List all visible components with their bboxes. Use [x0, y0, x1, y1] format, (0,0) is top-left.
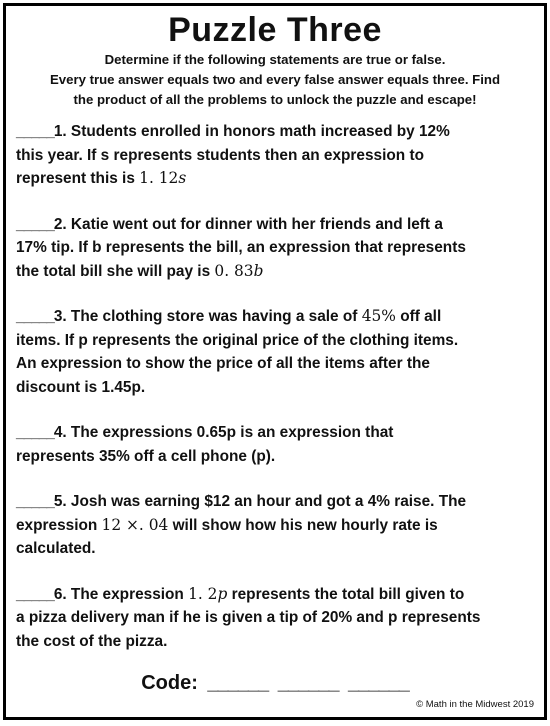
code-blank-1[interactable]: ______ — [207, 672, 269, 694]
math-expression: 12 ×. 04 — [101, 515, 169, 534]
problem-3: _____3. The clothing store was having a sale of 45% off all items. If p represents the original price of the clothing items. An expression to show the price of all the items after the discount is 1.45p. — [16, 307, 459, 396]
instructions — [16, 50, 534, 110]
math-expression: 1. 12s — [139, 169, 187, 187]
answer-blank[interactable]: _____ — [16, 215, 54, 233]
code-blank-2[interactable]: ______ — [277, 672, 339, 694]
instruction-line: Determine if the following statements are true or false. — [104, 52, 446, 67]
answer-blank[interactable]: _____ — [16, 424, 54, 441]
worksheet-page — [3, 3, 547, 720]
math-expression: 0. 83b — [214, 261, 264, 280]
code-label: Code: — [141, 672, 198, 694]
answer-blank[interactable]: _____ — [16, 308, 54, 325]
problem-1: _____1. Students enrolled in honors math increased by 12% this year. If s represents students then an expression to represent this is 1. 12s — [16, 123, 450, 187]
problem-4: _____4. The expressions 0.65p is an expression that represents 35% off a cell phone (p). — [16, 424, 394, 465]
math-expression: 1. 2p — [188, 584, 228, 603]
code-entry — [6, 672, 544, 695]
instruction-line: Every true answer equals two and every false answer equals three. Find — [49, 72, 501, 87]
math-expression: 45% — [361, 307, 396, 325]
page-title: Puzzle Three — [168, 11, 382, 49]
code-blank-3[interactable]: ______ — [348, 672, 409, 694]
answer-blank[interactable]: _____ — [16, 493, 54, 510]
problem-2: _____2. Katie went out for dinner with her friends and left a 17% tip. If b represents the bill, an expression that represents the total bill she will pay is 0. 83b — [16, 215, 466, 280]
problem-5: _____5. Josh was earning $12 an hour and got a 4% raise. The expression 12 ×. 04 will show how his new hourly rate is calculated. — [16, 493, 467, 557]
problem-6: _____6. The expression 1. 2p represents the total bill given to a pizza delivery man if he is given a tip of 20% and p represents the cost of the pizza. — [16, 584, 481, 650]
answer-blank[interactable]: _____ — [16, 123, 54, 140]
problem-list — [16, 120, 534, 653]
instruction-line: the product of all the problems to unlock the puzzle and escape! — [73, 92, 477, 107]
copyright-notice: © Math in the Midwest 2019 — [416, 699, 534, 710]
answer-blank[interactable]: _____ — [16, 585, 54, 603]
